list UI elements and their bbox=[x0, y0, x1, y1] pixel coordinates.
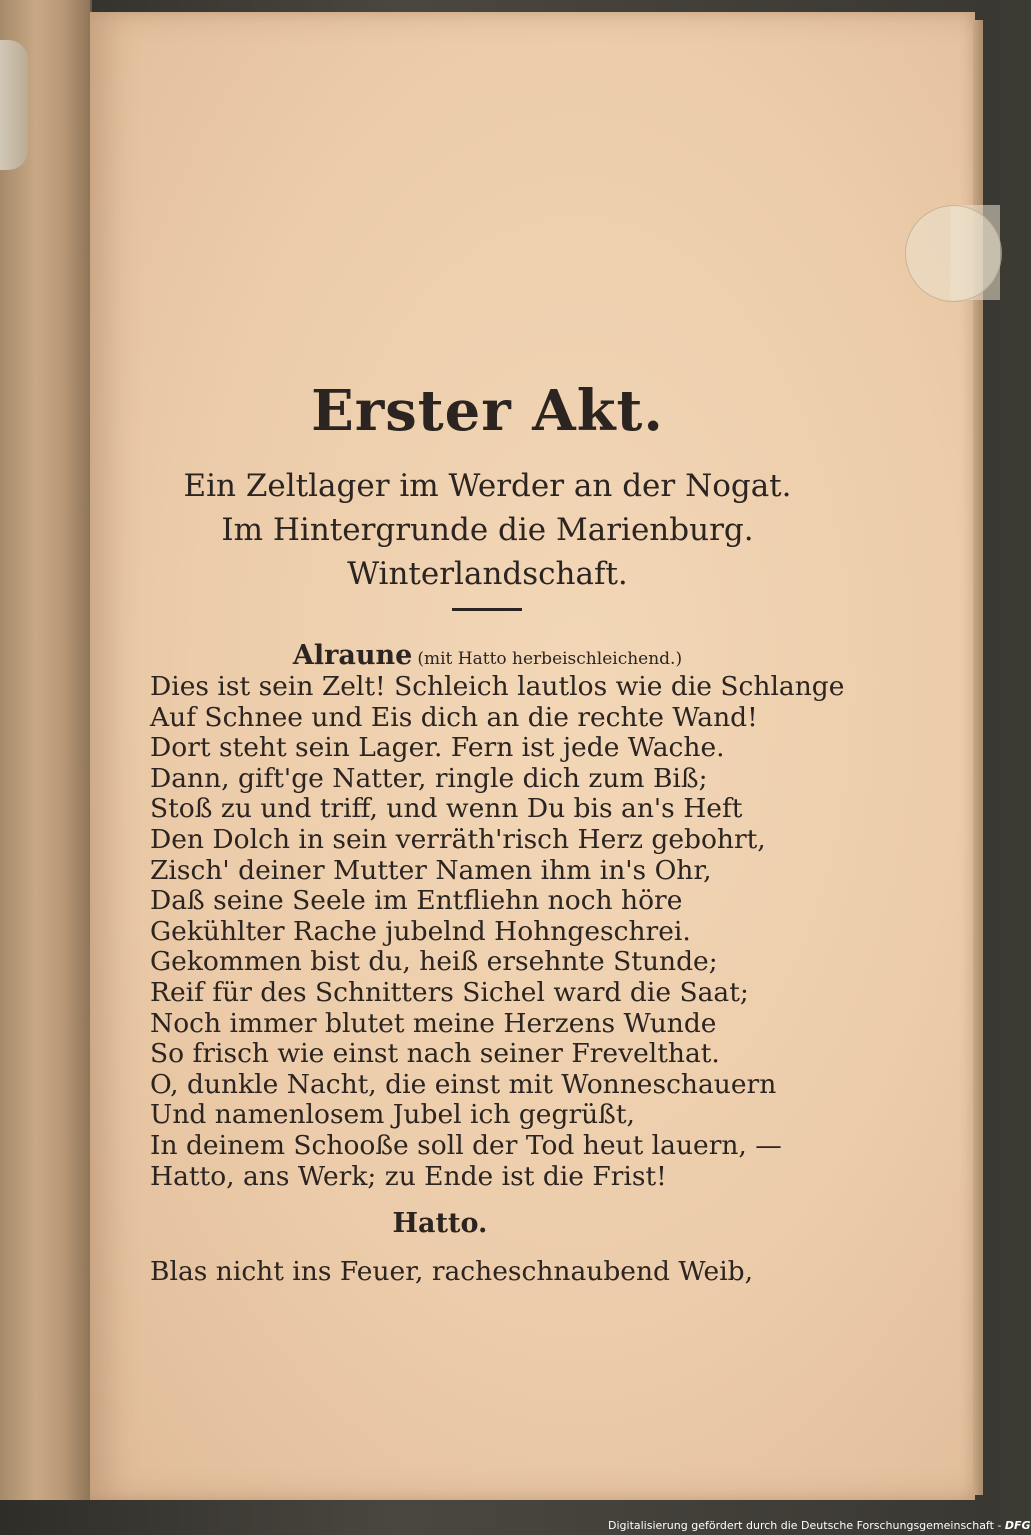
verse-line: Zisch' deiner Mutter Namen ihm in's Ohr, bbox=[150, 854, 712, 886]
verse-line: In deinem Schooße soll der Tod heut lauern, — bbox=[150, 1129, 782, 1161]
paper-clip bbox=[905, 205, 1002, 302]
verse-line: Gekommen bist du, heiß ersehnte Stunde; bbox=[150, 946, 718, 978]
stage-direction: (mit Hatto herbeischleichend.) bbox=[417, 649, 683, 669]
verse-line: Auf Schnee und Eis dich an die rechte Wand! bbox=[150, 701, 758, 733]
verse-block bbox=[150, 672, 850, 1192]
speaker-name: Alraune bbox=[292, 640, 413, 671]
verse-line: So frisch wie einst nach seiner Frevelthat. bbox=[150, 1038, 720, 1070]
verse-line: Stoß zu und triff, und wenn Du bis an's Heft bbox=[150, 793, 743, 825]
verse-line: Dann, gift'ge Natter, ringle dich zum Biß; bbox=[150, 762, 708, 794]
book-left-edge bbox=[0, 0, 92, 1500]
speaker-heading-alraune bbox=[0, 640, 975, 671]
verse-line: Reif für des Schnitters Sichel ward die Saat; bbox=[150, 976, 749, 1008]
verse-line: Blas nicht ins Feuer, racheschnaubend Weib, bbox=[150, 1256, 754, 1287]
footer-text: Digitalisierung gefördert durch die Deutsche Forschungsgemeinschaft - bbox=[608, 1519, 1002, 1532]
verse-line: Gekühlter Rache jubelnd Hohngeschrei. bbox=[150, 915, 691, 947]
speaker-heading-hatto: Hatto. bbox=[392, 1208, 488, 1239]
verse-line: Hatto, ans Werk; zu Ende ist die Frist! bbox=[150, 1160, 667, 1192]
verse-line: Den Dolch in sein verräth'risch Herz gebohrt, bbox=[150, 823, 766, 855]
binding-strip bbox=[0, 40, 28, 170]
setting-line-2: Im Hintergrunde die Marienburg. bbox=[221, 512, 754, 548]
verse-line: O, dunkle Nacht, die einst mit Wonneschauern bbox=[150, 1068, 777, 1100]
act-title: Erster Akt. bbox=[311, 378, 664, 444]
setting-line-1: Ein Zeltlager im Werder an der Nogat. bbox=[183, 468, 792, 504]
verse-line: Und namenlosem Jubel ich gegrüßt, bbox=[150, 1099, 635, 1131]
verse-line: Noch immer blutet meine Herzens Wunde bbox=[150, 1007, 717, 1039]
divider-rule bbox=[452, 608, 522, 611]
digitization-footer bbox=[608, 1519, 1031, 1532]
setting-line-3: Winterlandschaft. bbox=[347, 556, 628, 592]
verse-line: Daß seine Seele im Entfliehn noch höre bbox=[150, 885, 683, 917]
dfg-logo: DFG bbox=[1004, 1519, 1031, 1532]
verse-line: Dort steht sein Lager. Fern ist jede Wache. bbox=[150, 732, 725, 764]
verse-line: Dies ist sein Zelt! Schleich lautlos wie die Schlange bbox=[150, 671, 845, 702]
